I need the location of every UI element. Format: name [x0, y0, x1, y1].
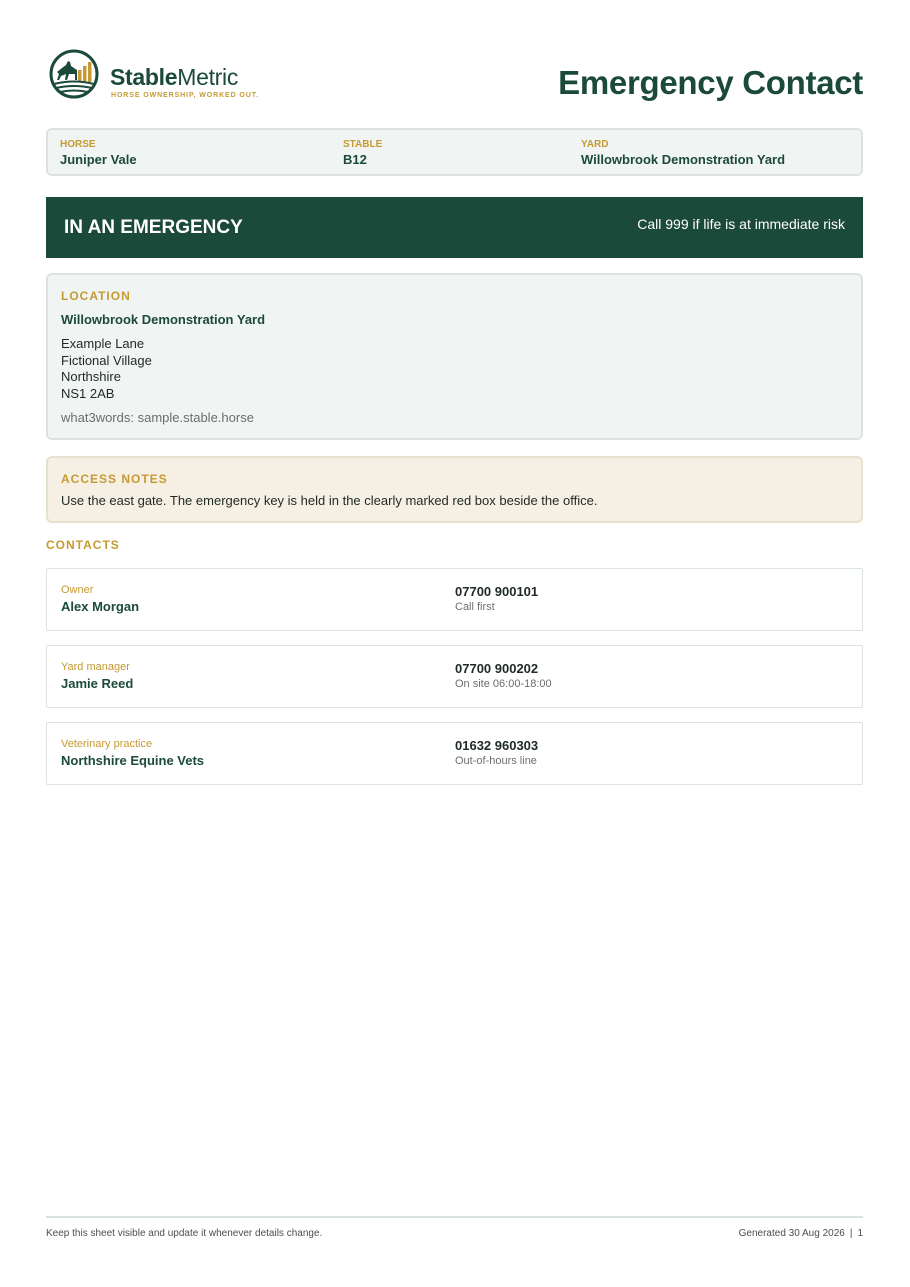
horse-label: HORSE: [60, 139, 96, 150]
page-title: Emergency Contact: [558, 64, 863, 101]
contact-phone: 07700 900101: [455, 584, 539, 599]
location-label: LOCATION: [61, 289, 131, 303]
access-notes-card: [46, 456, 863, 523]
yard-label: YARD: [581, 139, 609, 150]
contact-name: Jamie Reed: [61, 676, 134, 691]
contact-role: Owner: [61, 584, 94, 596]
address-line: Fictional Village: [61, 352, 152, 368]
address-line: Northshire: [61, 369, 121, 384]
yard-field: [581, 139, 785, 167]
contact-name: Northshire Equine Vets: [61, 753, 205, 768]
contact-phone: 01632 960303: [455, 738, 539, 753]
contact-yard-manager: [46, 645, 863, 708]
contact-name: Alex Morgan: [61, 599, 140, 614]
contact-note: On site 06:00-18:00: [455, 678, 552, 690]
yard-value: Willowbrook Demonstration Yard: [581, 152, 786, 167]
access-notes-text: Use the east gate. The emergency key is held in the clearly marked red box beside the office.: [61, 493, 598, 508]
contact-owner: [46, 568, 863, 631]
emergency-banner: [46, 197, 863, 258]
footer-separator: |: [849, 1228, 853, 1239]
contact-role: Veterinary practice: [61, 738, 153, 750]
brand-tagline: HORSE OWNERSHIP, WORKED OUT.: [111, 92, 259, 99]
generated-date: Generated 30 Aug 2026: [738, 1228, 845, 1239]
emergency-heading: IN AN EMERGENCY: [64, 217, 243, 238]
horse-field: [60, 139, 137, 167]
address-line: Example Lane: [61, 336, 145, 351]
brand-name-regular: Metric: [177, 64, 239, 90]
brand-name: [110, 64, 238, 91]
stable-label: STABLE: [343, 139, 383, 150]
page-number: 1: [857, 1228, 863, 1239]
stable-field: [343, 139, 382, 167]
horse-value: Juniper Vale: [60, 152, 137, 167]
page-header: [46, 46, 863, 106]
contact-role: Yard manager: [61, 661, 130, 673]
footer-note: Keep this sheet visible and update it whenever details change.: [46, 1228, 323, 1239]
contact-note: Out-of-hours line: [455, 755, 537, 767]
contact-vet: [46, 722, 863, 785]
horse-chart-logo-icon: [48, 48, 100, 100]
contact-phone: 07700 900202: [455, 661, 539, 676]
address-line: NS1 2AB: [61, 385, 115, 401]
location-name: Willowbrook Demonstration Yard: [61, 312, 266, 327]
footer-divider: [46, 1216, 863, 1218]
contacts-label: CONTACTS: [46, 538, 120, 552]
what3words-location: what3words: sample.stable.horse: [61, 410, 254, 425]
brand-name-bold: Stable: [110, 64, 178, 90]
access-notes-label: ACCESS NOTES: [61, 472, 168, 486]
stable-value: B12: [343, 152, 367, 167]
footer-meta: [739, 1228, 863, 1239]
location-card: [46, 273, 863, 440]
horse-info-bar: [46, 128, 863, 176]
contact-note: Call first: [455, 601, 495, 613]
emergency-call-instruction: Call 999 if life is at immediate risk: [637, 216, 845, 232]
location-address: [61, 336, 152, 402]
